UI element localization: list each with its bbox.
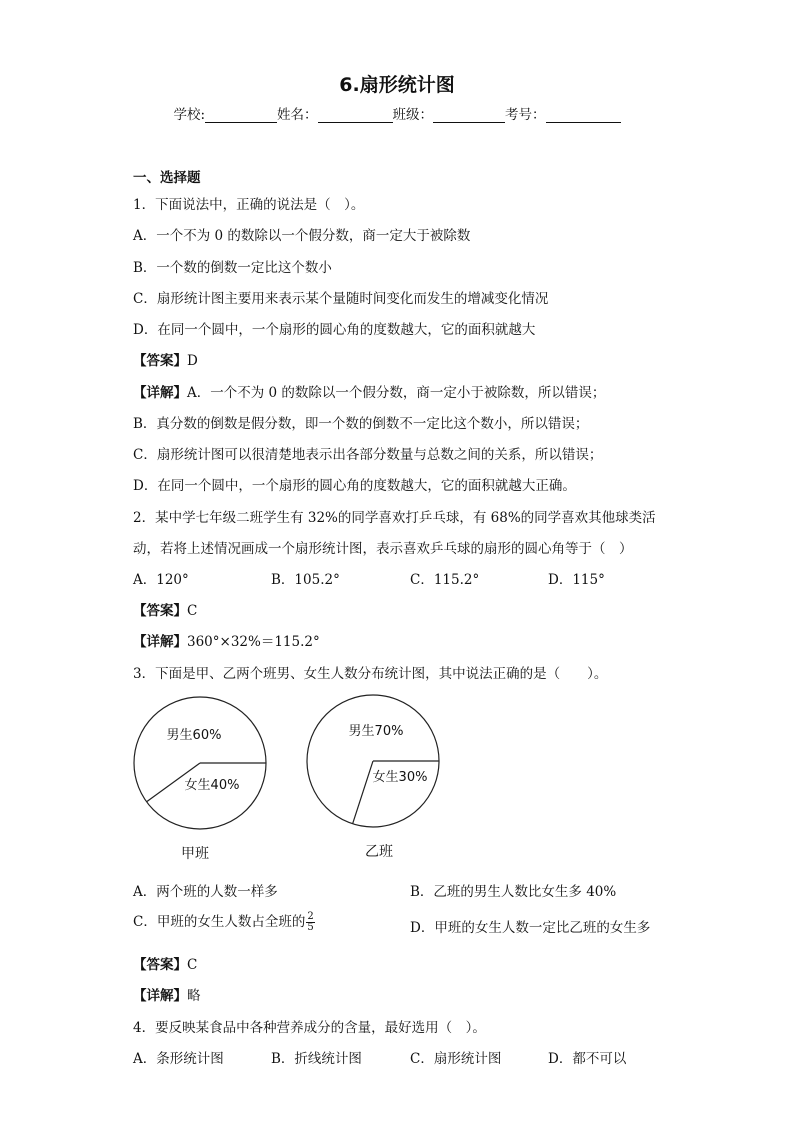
answer-label: 【答案】 [133, 603, 187, 619]
q2-option-b: B．105.2° [271, 572, 340, 588]
q4-option-a: A．条形统计图 [133, 1051, 224, 1067]
q1-detail [133, 381, 605, 401]
pie-yi-slice-label-boy: 男生70% [348, 724, 404, 739]
pie-yi-slice-label-girl: 女生30% [372, 770, 428, 785]
q1-option-c: C．扇形统计图主要用来表示某个量随时间变化而发生的增减变化情况 [133, 291, 549, 307]
exam-no-label: 考号： [505, 107, 546, 123]
q2-answer [133, 599, 197, 619]
q4-option-b: B．折线统计图 [271, 1051, 362, 1067]
q2-stem-line1: 2．某中学七年级二班学生有 32%的同学喜欢打乒乓球，有 68%的同学喜欢其他球类活 [133, 510, 656, 526]
answer-value: D [187, 353, 198, 369]
q2-detail [133, 630, 320, 650]
q1-option-d: D．在同一个圆中，一个扇形的圆心角的度数越大，它的面积就越大 [133, 322, 536, 338]
q4-stem: 4．要反映某食品中各种营养成分的含量，最好选用（ ）。 [133, 1020, 486, 1036]
detail-label: 【详解】 [133, 634, 187, 650]
q1-detail-d: D．在同一个圆中，一个扇形的圆心角的度数越大，它的面积就越大正确。 [133, 478, 576, 494]
pie-jia-slice-label-boy: 男生60% [166, 728, 222, 743]
class-blank[interactable] [433, 108, 505, 123]
q2-option-c: C．115.2° [410, 572, 480, 588]
detail-line: A．一个不为 0 的数除以一个假分数，商一定小于被除数，所以错误； [187, 385, 606, 401]
q3-detail [133, 984, 201, 1004]
q3-option-b: B．乙班的男生人数比女生多 40% [410, 884, 617, 900]
fraction-numerator: 2 [307, 911, 314, 922]
pie-yi-caption: 乙班 [365, 844, 393, 860]
page-title: 6.扇形统计图 [339, 74, 455, 96]
detail-line: 略 [187, 988, 201, 1004]
q3-answer [133, 953, 197, 973]
school-label: 学校: [173, 107, 206, 123]
answer-value: C [187, 957, 198, 973]
pie-jia-slice-label-girl: 女生40% [184, 778, 240, 793]
fraction-denominator: 5 [307, 922, 314, 933]
pie-yi-slice-boundary [353, 761, 373, 824]
pie-jia-caption: 甲班 [181, 846, 209, 862]
name-blank[interactable] [318, 108, 393, 123]
exam-no-blank[interactable] [546, 108, 621, 123]
class-label: 班级： [392, 107, 434, 123]
q1-answer [133, 349, 198, 369]
pie-chart-jia [130, 693, 270, 833]
q1-detail-c: C．扇形统计图可以很清楚地表示出各部分数量与总数之间的关系，所以错误； [133, 447, 603, 463]
q3-stem: 3．下面是甲、乙两个班男、女生人数分布统计图，其中说法正确的是（ ）。 [133, 666, 608, 682]
q1-detail-b: B．真分数的倒数是假分数，即一个数的倒数不一定比这个数小，所以错误； [133, 416, 589, 432]
q4-option-c: C．扇形统计图 [410, 1051, 502, 1067]
q2-option-a: A．120° [133, 572, 189, 588]
section-title: 一、选择题 [133, 170, 201, 186]
q3-option-c [133, 910, 315, 933]
answer-value: C [187, 603, 198, 619]
detail-line: 360°×32%＝115.2° [187, 634, 320, 650]
answer-label: 【答案】 [133, 353, 187, 369]
q4-option-d: D．都不可以 [548, 1051, 627, 1067]
detail-label: 【详解】 [133, 988, 187, 1004]
detail-label: 【详解】 [133, 385, 187, 401]
q2-stem-line2: 动，若将上述情况画成一个扇形统计图，表示喜欢乒乓球的扇形的圆心角等于（ ） [133, 541, 633, 557]
q3-option-d: D．甲班的女生人数一定比乙班的女生多 [410, 920, 651, 936]
q3-option-a: A．两个班的人数一样多 [133, 884, 278, 900]
school-blank[interactable] [205, 108, 277, 123]
q1-option-b: B．一个数的倒数一定比这个数小 [133, 260, 332, 276]
q1-stem: 1．下面说法中，正确的说法是（ ）。 [133, 197, 365, 213]
student-info-line [0, 103, 794, 123]
pie-chart-yi [303, 691, 443, 831]
answer-label: 【答案】 [133, 957, 187, 973]
fraction [306, 912, 314, 933]
option-c-text: C．甲班的女生人数占全班的 [133, 914, 306, 930]
name-label: 姓名： [277, 107, 318, 123]
q2-option-d: D．115° [548, 572, 605, 588]
q1-option-a: A．一个不为 0 的数除以一个假分数，商一定大于被除数 [133, 228, 471, 244]
